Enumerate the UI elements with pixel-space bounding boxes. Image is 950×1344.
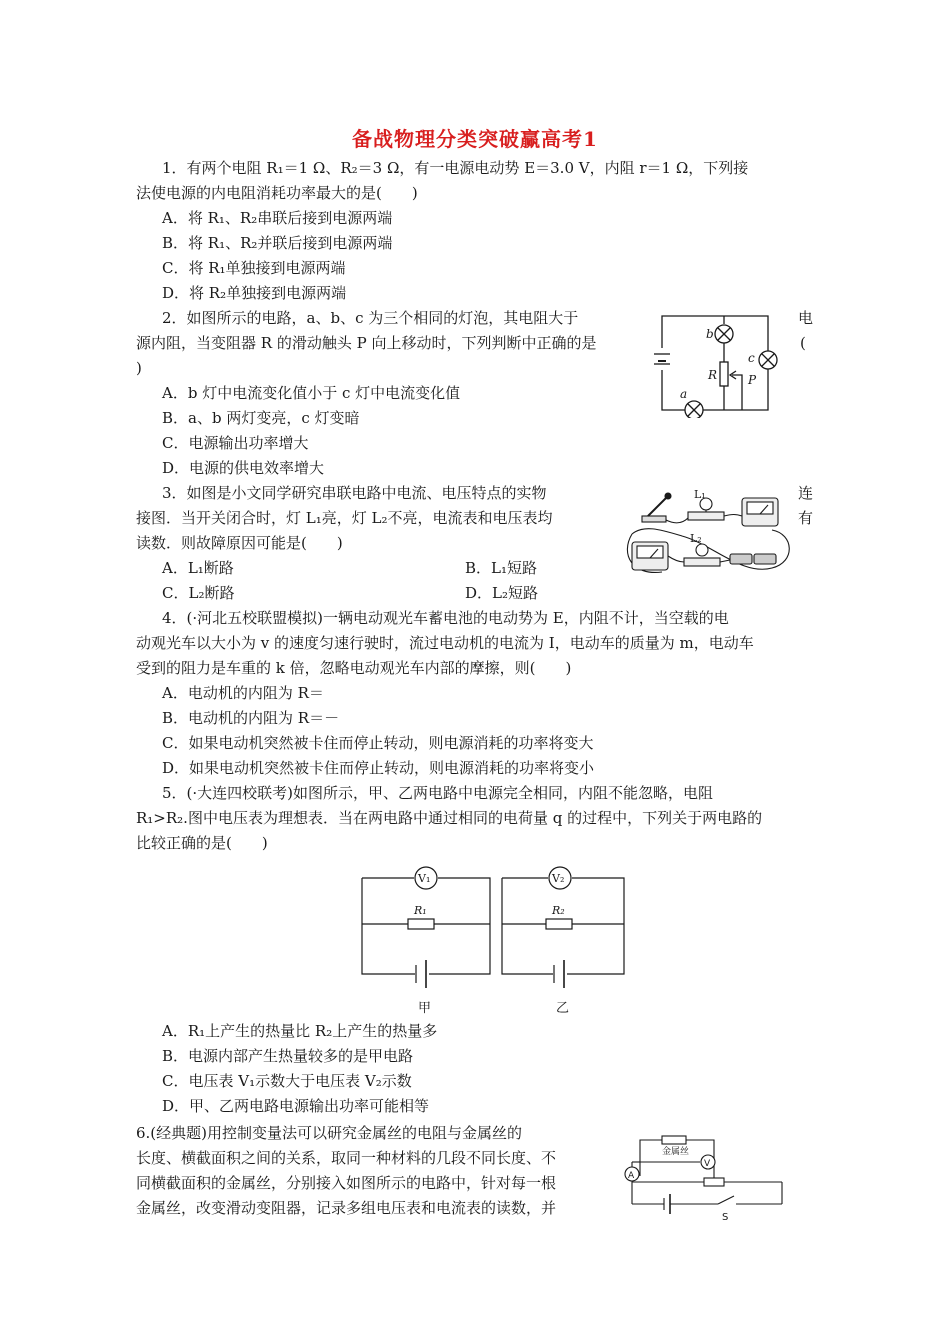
q5-option-a: A．R₁上产生的热量比 R₂上产生的热量多 bbox=[162, 1022, 438, 1040]
q3-stem-line2: 接图．当开关闭合时，灯 L₁亮，灯 L₂不亮，电流表和电压表均 bbox=[136, 509, 553, 527]
q2-option-c: C．电源输出功率增大 bbox=[162, 434, 309, 452]
q5-fig-label-jia: 甲 bbox=[418, 1001, 432, 1016]
q5-stem-line1: 5．(·大连四校联考)如图所示，甲、乙两电路中电源完全相同，内阻不能忽略，电阻 bbox=[162, 784, 714, 802]
q5-fig-label-r1: R₁ bbox=[414, 904, 427, 917]
q5-option-c: C．电压表 V₁示数大于电压表 V₂示数 bbox=[162, 1072, 412, 1090]
q5-fig-label-r2: R₂ bbox=[552, 904, 565, 917]
page-title: 备战物理分类突破赢高考1 bbox=[352, 127, 598, 151]
q5-stem-line2: R₁>R₂.图中电压表为理想表．当在两电路中通过相同的电荷量 q 的过程中，下列关于两电路的 bbox=[136, 809, 763, 827]
q2-fig-label-r: R bbox=[708, 368, 718, 382]
q6-stem-line2: 长度、横截面积之间的关系，取同一种材料的几段不同长度、不 bbox=[136, 1149, 557, 1167]
q2-option-b: B．a、b 两灯变亮，c 灯变暗 bbox=[162, 409, 360, 427]
q5-fig-label-v2: V₂ bbox=[552, 872, 565, 885]
q6-fig-label-v: V bbox=[704, 1159, 711, 1169]
q5-option-d: D．甲、乙两电路电源输出功率可能相等 bbox=[162, 1097, 430, 1115]
q4-option-a: A．电动机的内阻为 R＝ bbox=[162, 684, 324, 702]
q3-option-c: C．L₂断路 bbox=[162, 584, 235, 602]
q1-stem-line1: 1．有两个电阻 R₁＝1 Ω、R₂＝3 Ω，有一电源电动势 E＝3.0 V，内阻 r＝1 Ω，下列接 bbox=[162, 159, 749, 177]
q6-fig-label-wire: 金属丝 bbox=[662, 1147, 690, 1157]
q3-option-a: A．L₁断路 bbox=[162, 559, 234, 577]
q1-option-d: D．将 R₂单独接到电源两端 bbox=[162, 284, 347, 302]
q6-fig-label-a: A bbox=[628, 1171, 635, 1181]
q3-fig-label-l2: L₂ bbox=[690, 532, 702, 545]
q3-apparatus-figure bbox=[622, 484, 798, 580]
q3-stem-line1: 3．如图是小文同学研究串联电路中电流、电压特点的实物 bbox=[162, 484, 547, 502]
q1-option-b: B．将 R₁、R₂并联后接到电源两端 bbox=[162, 234, 393, 252]
q5-stem-line3: 比较正确的是( ) bbox=[136, 834, 268, 852]
q5-option-b: B．电源内部产生热量较多的是甲电路 bbox=[162, 1047, 414, 1065]
q3-option-d: D．L₂短路 bbox=[465, 584, 539, 602]
q4-stem-line1: 4．(·河北五校联盟模拟)一辆电动观光车蓄电池的电动势为 E，内阻不计，当空载的电 bbox=[162, 609, 729, 627]
q3-fig-label-l1: L₁ bbox=[694, 488, 706, 501]
q2-fig-label-p: P bbox=[748, 373, 757, 387]
q2-fig-label-c: c bbox=[748, 351, 755, 365]
q4-option-d: D．如果电动机突然被卡住而停止转动，则电源消耗的功率将变小 bbox=[162, 759, 595, 777]
q2-option-a: A．b 灯中电流变化值小于 c 灯中电流变化值 bbox=[162, 384, 461, 402]
q2-circuit-figure bbox=[648, 308, 788, 418]
q2-stem-line1-end: 电 bbox=[798, 309, 814, 327]
q4-option-b: B．电动机的内阻为 R＝－ bbox=[162, 709, 340, 727]
q6-stem-line3: 同横截面积的金属丝，分别接入如图所示的电路中，针对每一根 bbox=[136, 1174, 557, 1192]
q6-stem-line4: 金属丝，改变滑动变阻器，记录多组电压表和电流表的读数，并 bbox=[136, 1199, 557, 1217]
q5-fig-label-v1: V₁ bbox=[418, 872, 431, 885]
q2-stem-line3: ) bbox=[136, 359, 142, 377]
q4-option-c: C．如果电动机突然被卡住而停止转动，则电源消耗的功率将变大 bbox=[162, 734, 594, 752]
q4-stem-line3: 受到的阻力是车重的 k 倍，忽略电动观光车内部的摩擦，则( ) bbox=[136, 659, 572, 677]
q2-stem-line1: 2．如图所示的电路，a、b、c 为三个相同的灯泡，其电阻大于 bbox=[162, 309, 579, 327]
q5-fig-label-yi: 乙 bbox=[556, 1001, 570, 1016]
q3-option-b: B．L₁短路 bbox=[465, 559, 537, 577]
q3-stem-line2-end: 有 bbox=[798, 509, 814, 527]
q3-stem-line1-end: 连 bbox=[798, 484, 814, 502]
q3-stem-line3: 读数．则故障原因可能是( ) bbox=[136, 534, 343, 552]
q6-fig-label-s: S bbox=[722, 1212, 729, 1222]
q6-stem-line1: 6.(经典题)用控制变量法可以研究金属丝的电阻与金属丝的 bbox=[136, 1124, 523, 1142]
q2-stem-line2: 源内阻，当变阻器 R 的滑动触头 P 向上移动时，下列判断中正确的是 bbox=[136, 334, 597, 352]
q2-fig-label-a: a bbox=[680, 387, 688, 401]
q2-fig-label-b: b bbox=[706, 327, 714, 341]
q1-stem-line2: 法使电源的内电阻消耗功率最大的是( ) bbox=[136, 184, 418, 202]
q2-option-d: D．电源的供电效率增大 bbox=[162, 459, 325, 477]
q6-circuit-figure bbox=[622, 1132, 792, 1222]
q5-circuit-figure bbox=[352, 860, 632, 1020]
q4-stem-line2: 动观光车以大小为 v 的速度匀速行驶时，流过电动机的电流为 I，电动车的质量为 m，电动车 bbox=[136, 634, 754, 652]
q1-option-a: A．将 R₁、R₂串联后接到电源两端 bbox=[162, 209, 393, 227]
q2-stem-line2-end: ( bbox=[800, 334, 806, 352]
q1-option-c: C．将 R₁单独接到电源两端 bbox=[162, 259, 346, 277]
